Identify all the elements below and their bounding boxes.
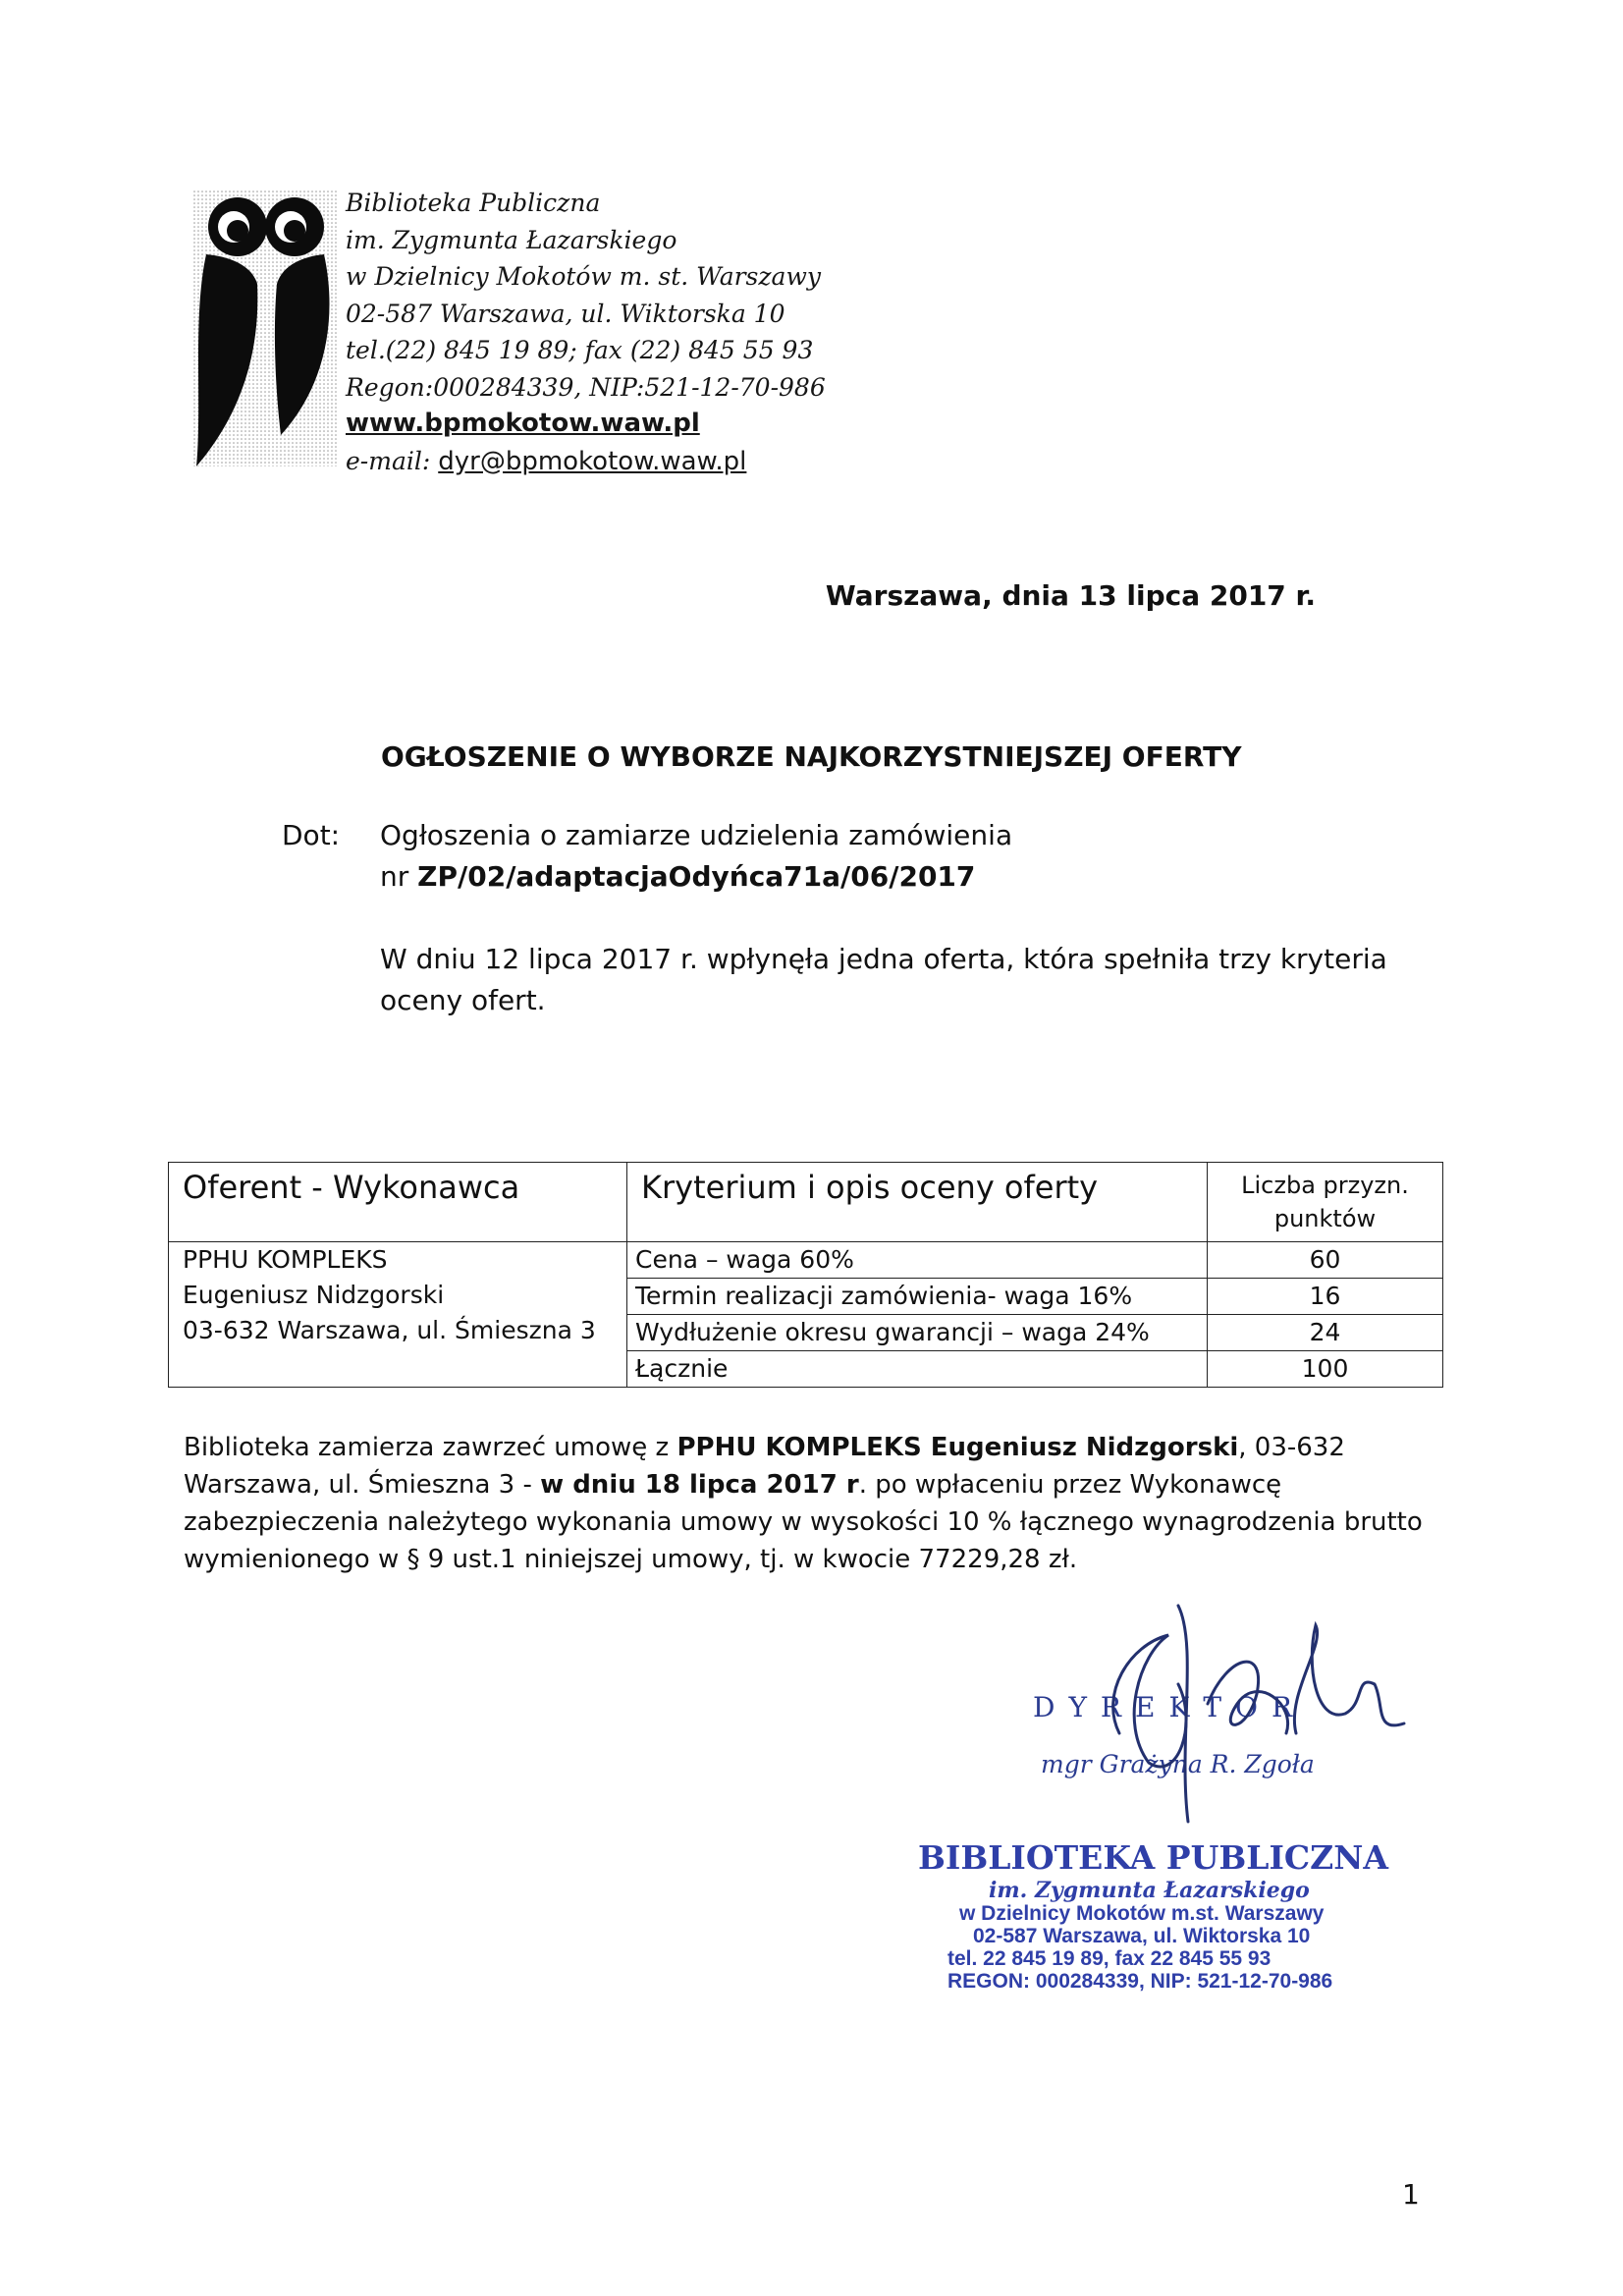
subject-label: Dot:: [282, 819, 341, 851]
order-number: ZP/02/adaptacjaOdyńca71a/06/2017: [417, 860, 976, 893]
header-points: Liczba przyzn. punktów: [1208, 1163, 1443, 1242]
total-label-cell: Łącznie: [627, 1351, 1208, 1388]
order-number-prefix: nr: [380, 860, 418, 893]
library-address: 02-587 Warszawa, ul. Wiktorska 10: [346, 299, 785, 328]
date-line: Warszawa, dnia 13 lipca 2017 r.: [825, 579, 1316, 612]
offerent-address: 03-632 Warszawa, ul. Śmieszna 3: [183, 1316, 596, 1344]
offer-evaluation-table: [168, 1162, 1443, 1388]
criterion-cell: Termin realizacji zamówienia- waga 16%: [627, 1279, 1208, 1315]
criterion-cell: Wydłużenie okresu gwarancji – waga 24%: [627, 1315, 1208, 1351]
contract-text-2: , 03-632 Warszawa, ul. Śmieszna 3 -: [184, 1433, 1345, 1500]
director-title: DYREKTOR: [1033, 1691, 1307, 1723]
library-phone: tel.(22) 845 19 89; fax (22) 845 55 93: [346, 336, 814, 364]
stamp-title: BIBLIOTEKA PUBLICZNA: [918, 1838, 1388, 1877]
stamp-address: 02-587 Warszawa, ul. Wiktorska 10: [973, 1925, 1311, 1947]
stamp-phone: tel. 22 845 19 89, fax 22 845 55 93: [947, 1947, 1271, 1970]
points-cell: 24: [1208, 1315, 1443, 1351]
letterhead: [346, 185, 895, 480]
offerent-company: PPHU KOMPLEKS: [183, 1245, 388, 1274]
total-points-cell: 100: [1208, 1351, 1443, 1388]
criterion-cell: Cena – waga 60%: [627, 1242, 1208, 1279]
subject-text: Ogłoszenia o zamiarze udzielenia zamówienia: [380, 819, 1013, 851]
points-cell: 16: [1208, 1279, 1443, 1315]
offerent-cell: [169, 1242, 627, 1388]
table-row: [169, 1242, 1443, 1279]
contract-text-3: . po wpłaceniu przez Wykonawcę zabezpieczenia należytego wykonania umowy w wysokości 10 % łącznego wynagrodzenia brutto wymienionego w § 9 ust.1 niniejszej umowy, tj. w kwocie 77229,28 zł.: [184, 1470, 1423, 1574]
contract-date: w dniu 18 lipca 2017 r: [540, 1470, 859, 1500]
stamp-district: w Dzielnicy Mokotów m.st. Warszawy: [959, 1902, 1325, 1925]
offerent-owner: Eugeniusz Nidzgorski: [183, 1281, 445, 1309]
email-link[interactable]: dyr@bpmokotow.waw.pl: [438, 446, 747, 476]
header-offerent: Oferent - Wykonawca: [169, 1163, 627, 1242]
email-line: [346, 443, 895, 481]
director-name: mgr Grażyna R. Zgoła: [1041, 1750, 1315, 1778]
owl-logo: [192, 190, 338, 466]
website-link[interactable]: www.bpmokotow.waw.pl: [346, 409, 700, 438]
contract-text-1: Biblioteka zamierza zawrzeć umowę z: [184, 1433, 677, 1462]
library-stamp: [918, 1838, 1388, 1993]
stamp-subtitle: im. Zygmunta Łazarskiego: [989, 1878, 1310, 1903]
contractor-name: PPHU KOMPLEKS Eugeniusz Nidzgorski: [676, 1433, 1239, 1462]
library-district: w Dzielnicy Mokotów m. st. Warszawy: [346, 262, 821, 291]
offers-received-paragraph: W dniu 12 lipca 2017 r. wpłynęła jedna oferta, która spełniła trzy kryteria oceny ofert.: [380, 943, 1387, 1016]
page-number: 1: [1402, 2178, 1420, 2211]
order-number-line: [380, 860, 975, 893]
header-criterion: Kryterium i opis oceny oferty: [627, 1163, 1208, 1242]
library-patron: im. Zygmunta Łazarskiego: [346, 225, 677, 254]
email-label: e-mail:: [346, 446, 431, 475]
document-heading: OGŁOSZENIE O WYBORZE NAJKORZYSTNIEJSZEJ OFERTY: [381, 740, 1242, 773]
table-header-row: [169, 1163, 1443, 1242]
handwritten-signature: [1060, 1586, 1414, 1827]
library-name: Biblioteka Publiczna: [346, 189, 601, 217]
contract-paragraph: [184, 1429, 1460, 1578]
stamp-regon: REGON: 000284339, NIP: 521-12-70-986: [947, 1970, 1333, 1993]
library-regon: Regon:000284339, NIP:521-12-70-986: [346, 372, 826, 402]
points-cell: 60: [1208, 1242, 1443, 1279]
